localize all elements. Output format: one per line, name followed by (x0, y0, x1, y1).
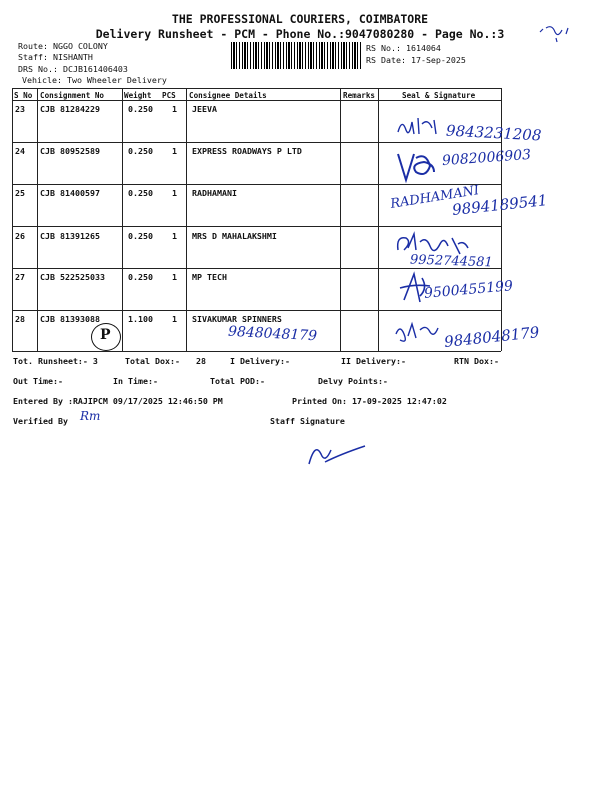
col-header-consignment: Consignment No (40, 91, 105, 100)
row-divider (12, 226, 501, 227)
table-top-rule (12, 88, 501, 89)
col-header-consignee: Consignee Details (189, 91, 267, 100)
row-pcs: 1 (172, 231, 177, 241)
signature-name: RADHAMANI (389, 183, 481, 212)
row-consignment: CJB 81284229 (40, 104, 100, 114)
row-consignee: EXPRESS ROADWAYS P LTD (192, 146, 302, 156)
table-col-line (122, 88, 123, 351)
row-divider (12, 310, 501, 311)
row-consignee: RADHAMANI (192, 188, 237, 198)
table-col-line (378, 88, 379, 351)
row-sno: 24 (15, 146, 25, 156)
row-weight: 0.250 (128, 272, 153, 282)
signature-phone: 9500455199 (423, 278, 514, 302)
signature-phone: 9894189541 (451, 191, 549, 219)
signature-phone: 9952744581 (409, 252, 493, 271)
out-time: Out Time:- (13, 376, 63, 386)
row-pcs: 1 (172, 272, 177, 282)
signature-phone: 9843231208 (445, 121, 542, 145)
table-bottom-rule (12, 351, 501, 352)
i-delivery: I Delivery:- (230, 356, 290, 366)
col-header-sno: S No (14, 91, 33, 100)
rs-date: RS Date: 17-Sep-2025 (366, 55, 466, 65)
table-col-line (37, 88, 38, 351)
row-consignee: JEEVA (192, 104, 217, 114)
delivery-points: Delvy Points:- (318, 376, 388, 386)
col-header-remarks: Remarks (343, 91, 376, 100)
row-sno: 28 (15, 314, 25, 324)
signature-phone: 9848048179 (227, 323, 318, 345)
row-consignment: CJB 81400597 (40, 188, 100, 198)
row-consignee: MP TECH (192, 272, 227, 282)
total-pod: Total POD:- (210, 376, 265, 386)
row-weight: 0.250 (128, 104, 153, 114)
col-header-pcs: PCS (162, 91, 176, 100)
row-sno: 25 (15, 188, 25, 198)
row-pcs: 1 (172, 188, 177, 198)
table-col-line (340, 88, 341, 351)
company-title: THE PROFESSIONAL COURIERS, COIMBATORE (171, 12, 429, 26)
row-pcs: 1 (172, 146, 177, 156)
row-divider (12, 184, 501, 185)
row-weight: 0.250 (128, 231, 153, 241)
col-header-weight: Weight (124, 91, 152, 100)
route-label: Route: NGGO COLONY (18, 41, 108, 51)
col-header-signature: Seal & Signature (402, 91, 476, 100)
row-consignment: CJB 80952589 (40, 146, 100, 156)
entered-by: Entered By :RAJIPCM 09/17/2025 12:46:50 PM (13, 396, 223, 406)
ii-delivery: II Delivery:- (341, 356, 406, 366)
table-header-rule (12, 100, 501, 101)
row-sno: 27 (15, 272, 25, 282)
rs-number: RS No.: 1614064 (366, 43, 441, 53)
total-dox-value: 28 (196, 356, 206, 366)
vehicle-label: Vehicle: Two Wheeler Delivery (22, 75, 167, 85)
drs-label: DRS No.: DCJB161406403 (18, 64, 128, 74)
total-runsheet: Tot. Runsheet:- 3 (13, 356, 98, 366)
row-consignment: CJB 522525033 (40, 272, 105, 282)
table-col-line (186, 88, 187, 351)
circled-letter: P (100, 327, 111, 343)
runsheet-subtitle: Delivery Runsheet - PCM - Phone No.:9047080280 - Page No.:3 (95, 27, 505, 41)
barcode (231, 42, 362, 69)
rtn-dox: RTN Dox:- (454, 356, 499, 366)
row-sno: 26 (15, 231, 25, 241)
staff-signature-scribble-icon (305, 440, 367, 468)
signature-phone: 9082006903 (441, 146, 532, 170)
row-consignment: CJB 81393088 (40, 314, 100, 324)
staff-label: Staff: NISHANTH (18, 52, 93, 62)
row-sno: 23 (15, 104, 25, 114)
verified-initials: Rm (80, 409, 101, 423)
row-consignee: MRS D MAHALAKSHMI (192, 231, 277, 241)
row-weight: 1.100 (128, 314, 153, 324)
row-consignment: CJB 81391265 (40, 231, 100, 241)
table-col-line (12, 88, 13, 351)
corner-scribble-icon (536, 18, 576, 44)
printed-on: Printed On: 17-09-2025 12:47:02 (292, 396, 447, 406)
row-pcs: 1 (172, 104, 177, 114)
total-dox-label: Total Dox:- (125, 356, 180, 366)
row-weight: 0.250 (128, 188, 153, 198)
verified-by: Verified By (13, 416, 68, 426)
signature-phone: 9848048179 (443, 323, 541, 351)
row-divider (12, 142, 501, 143)
signature-scribble-icon (394, 112, 444, 140)
signature-scribble-icon (392, 318, 442, 344)
row-weight: 0.250 (128, 146, 153, 156)
in-time: In Time:- (113, 376, 158, 386)
row-consignee: SIVAKUMAR SPINNERS (192, 314, 282, 324)
row-pcs: 1 (172, 314, 177, 324)
staff-signature-label: Staff Signature (270, 416, 345, 426)
